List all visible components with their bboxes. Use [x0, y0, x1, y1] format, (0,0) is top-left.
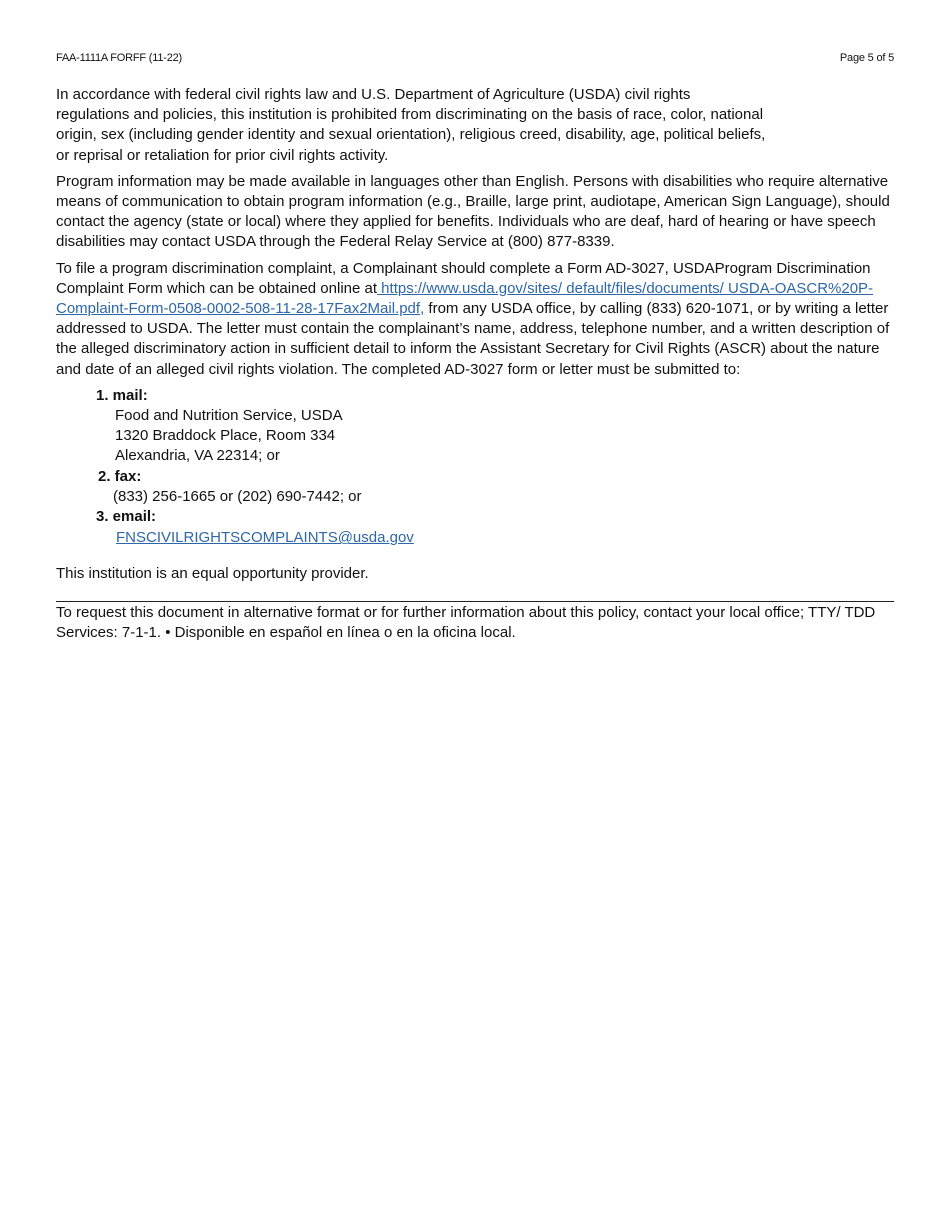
page-number: Page 5 of 5 — [839, 52, 894, 64]
mail-address-line: Alexandria, VA 22314; or — [115, 447, 280, 465]
divider — [56, 601, 894, 602]
complaint-paragraph — [56, 259, 894, 380]
submission-methods-list — [56, 386, 894, 549]
email-line — [56, 528, 894, 548]
complaint-text-details: from any USDA office, by calling (833) 620-1071, or by writing a letter addressed to USDA. The letter must contain the complainant’s name, address, telephone number, and a written description of the alleged discriminatory action in sufficient detail to inform the Assistant Secretary for Civil Rights (ASCR) about the nature and date of an alleged civil rights violation. The completed AD-3027 form or letter must be submitted to: — [56, 300, 890, 378]
email-label: 3. email: — [96, 508, 157, 526]
fax-numbers: (833) 256-1665 or (202) 690-7442; or — [113, 487, 362, 505]
form-id: FAA-1111A FORFF (11-22) — [56, 52, 183, 64]
civil-rights-paragraph — [56, 85, 801, 166]
mail-address-line: 1320 Braddock Place, Room 334 — [115, 427, 336, 445]
civil-rights-line: origin, sex (including gender identity and sexual orientation), religious creed, disability, age, political beliefs, — [56, 126, 766, 144]
civil-rights-line: or reprisal or retaliation for prior civil rights activity. — [56, 146, 389, 164]
mail-label: 1. mail: — [96, 386, 148, 404]
equal-opportunity-statement: This institution is an equal opportunity provider. — [56, 565, 369, 583]
fax-label: 2. fax: — [98, 467, 142, 485]
civil-rights-line: regulations and policies, this institution is prohibited from discriminating on the basis of race, color, national — [56, 106, 764, 124]
document-body — [56, 85, 894, 643]
complaint-form-link[interactable]: https://www.usda.gov/sites/ default/files/documents/ USDA-OASCR%20P-Complaint-Form-0508-0002-508-11-28-17Fax2Mail.pdf, — [56, 279, 874, 318]
mail-address-line: Food and Nutrition Service, USDA — [115, 407, 343, 425]
civil-rights-line: In accordance with federal civil rights law and U.S. Department of Agriculture (USDA) civil rights — [56, 86, 691, 103]
complaint-text-intro: To file a program discrimination complaint, a Complainant should complete a Form AD-3027, USDAProgram Discrimination Complaint Form which can be obtained online at — [56, 259, 871, 297]
email-link[interactable]: FNSCIVILRIGHTSCOMPLAINTS@usda.gov — [116, 529, 414, 547]
page-header — [56, 52, 894, 68]
language-access-paragraph: Program information may be made available in languages other than English. Persons with disabilities who require alternative means of communication to obtain program information (e.g., Braille, large print, audiotape, American Sign Language), should contact the agency (state or local) where they applied for benefits. Individuals who are deaf, hard of hearing or have speech disabilities may contact USDA through the Federal Relay Service at (800) 877-8339. — [56, 172, 890, 251]
alternative-format-note: To request this document in alternative format or for further information about this policy, contact your local office; TTY/ TDD Services: 7-1-1. • Disponible en español en línea o en la oficina local. — [56, 603, 876, 641]
